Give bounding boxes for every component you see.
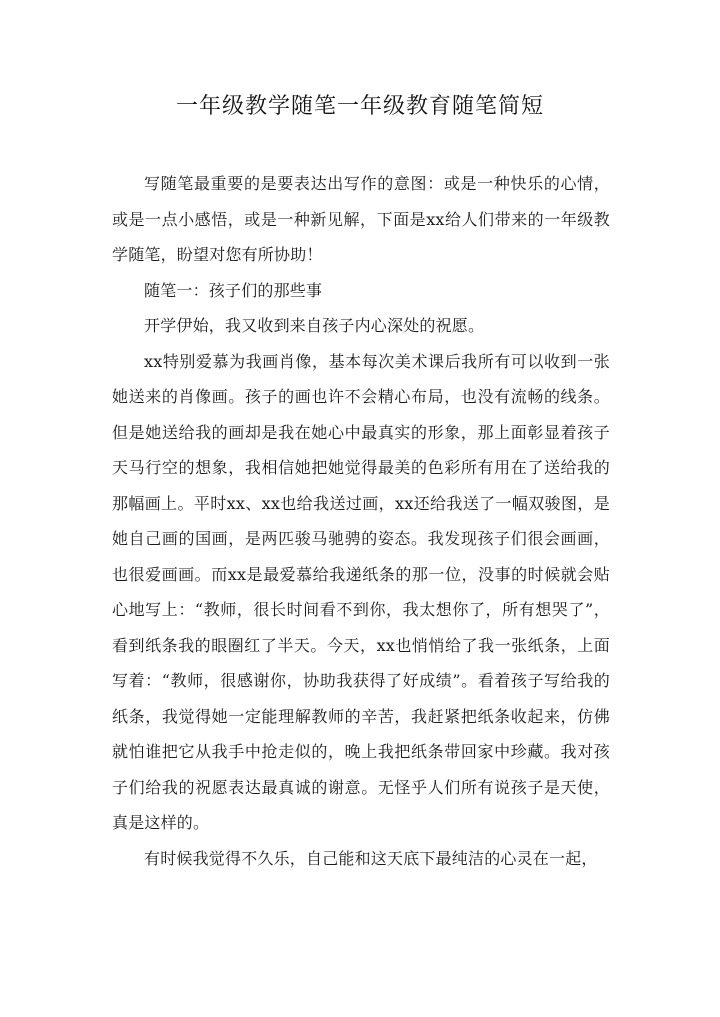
paragraph-intro: 写随笔最重要的是要表达出写作的意图：或是一种快乐的心情，或是一点小感悟，或是一种新见解，下面是xx给人们带来的一年级教学随笔，盼望对您有所协助！ [112, 174, 610, 264]
paragraph: xx特别爱慕为我画肖像，基本每次美术课后我所有可以收到一张她送来的肖像画。孩子的画也许不会精心布局，也没有流畅的线条。但是她送给我的画却是我在她心中最真实的形象，那上面彰显着孩子天马行空的想象，我相信她把她觉得最美的色彩所有用在了送给我的那幅画上。平时xx、xx也给我送过画，xx还给我送了一幅双骏图，是她自己画的国画，是两匹骏马驰骋的姿态。我发现孩子们很会画画，也很爱画画。而xx是最爱慕给我递纸条的那一位，没事的时候就会贴心地写上：“教师，很长时间看不到你，我太想你了，所有想哭了”，看到纸条我的眼圈红了半天。今天，xx也悄悄给了我一张纸条，上面写着：“教师，很感谢你，协助我获得了好成绩”。看着孩子写给我的纸条，我觉得她一定能理解教师的辛苦，我赶紧把纸条收起来，仿佛就怕谁把它从我手中抢走似的，晚上我把纸条带回家中珍藏。我对孩子们给我的祝愿表达最真诚的谢意。无怪乎人们所有说孩子是天使，真是这样的。 [112, 351, 610, 832]
paragraph: 开学伊始，我又收到来自孩子内心深处的祝愿。 [144, 316, 485, 335]
paragraph: 有时候我觉得不久乐，自己能和这天底下最纯洁的心灵在一起， [144, 848, 598, 868]
section-heading: 随笔一：孩子们的那些事 [144, 280, 323, 300]
document-title: 一年级教学随笔一年级教育随笔简短 [175, 94, 544, 119]
document-body [112, 166, 610, 876]
